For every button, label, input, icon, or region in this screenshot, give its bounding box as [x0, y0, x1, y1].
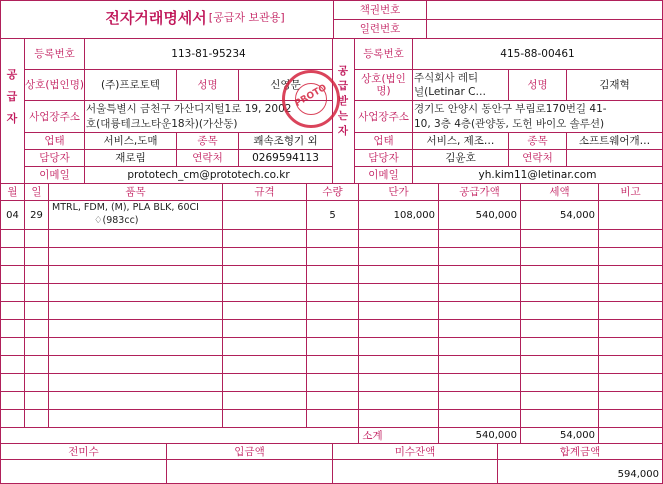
outstanding-label: 미수잔액	[394, 445, 436, 458]
supplier-representative: 신영문	[270, 78, 301, 91]
serial-no-label: 일련번호	[359, 23, 401, 35]
supplier-reg-no-label: 등록번호	[34, 48, 75, 60]
book-no-label: 책권번호	[359, 4, 401, 16]
receiver-name-label: 성명	[527, 79, 548, 91]
prev-balance-label: 전미수	[68, 445, 99, 458]
supplier-contact-label: 담당자	[39, 152, 70, 164]
title-subtitle: [공급자 보관용]	[208, 11, 285, 24]
supplier-business-type-label: 업태	[44, 135, 65, 147]
receiver-reg-no: 415-88-00461	[500, 47, 575, 60]
receiver-contact-person: 김윤호	[445, 151, 476, 164]
receiver-reg-no-label: 등록번호	[363, 48, 404, 60]
supplier-contact-person: 재로림	[115, 151, 146, 164]
supplier-address-line2: 호(대륭테크노타운18차)(가산동)	[86, 118, 238, 130]
total-label: 합계금액	[559, 445, 601, 458]
row-supply-amount: 540,000	[475, 209, 517, 221]
col-header-item: 품목	[125, 186, 146, 198]
row-qty: 5	[329, 209, 336, 221]
receiver-company	[414, 71, 508, 100]
receiver-business-item: 소프트웨어개…	[578, 134, 651, 147]
receiver-phone-label: 연락처	[522, 152, 553, 164]
subtotal-label: 소계	[362, 429, 383, 442]
receiver-email-label: 이메일	[368, 169, 399, 181]
received-value	[167, 460, 329, 482]
receiver-address-line1: 경기도 안양시 동안구 부림로170번길 41-	[414, 103, 607, 115]
receiver-company-line1: 주식회사 레티	[414, 72, 479, 84]
receiver-company-line2: 널(Letinar C…	[414, 86, 486, 98]
receiver-business-type: 서비스, 제조…	[426, 134, 495, 147]
row-item-line1: MTRL, FDM, (M), PLA BLK, 60CI	[52, 202, 199, 213]
col-header-supply-amount: 공급가액	[459, 186, 500, 198]
supplier-reg-no: 113-81-95234	[171, 47, 246, 60]
supplier-address-line1: 서울특별시 금천구 가산디지털1로 19, 2002	[86, 103, 292, 115]
supplier-business-type: 서비스,도매	[103, 134, 158, 147]
row-item-line2: ♢(983cc)	[94, 215, 139, 226]
receiver-business-type-label: 업태	[373, 135, 394, 147]
row-note	[599, 201, 662, 229]
receiver-representative: 김재혁	[599, 78, 630, 91]
subtotal-tax: 54,000	[560, 430, 595, 441]
receiver-company-label: 상호(법인명)	[361, 73, 406, 97]
supplier-business-item: 쾌속조형기 외	[253, 134, 318, 147]
row-day: 29	[30, 209, 43, 221]
receiver-contact-label: 담당자	[368, 152, 399, 164]
col-header-qty: 수량	[322, 186, 343, 198]
title-text: 전자거래명세서	[105, 8, 207, 27]
supplier-phone: 0269594113	[252, 151, 319, 164]
supplier-address-label: 사업장주소	[29, 110, 80, 123]
total-amount: 594,000	[617, 469, 659, 480]
supplier-email: prototech_cm@prototech.co.kr	[127, 168, 290, 181]
col-header-spec: 규격	[254, 186, 275, 198]
col-header-unit-price: 단가	[388, 186, 409, 198]
receiver-business-item-label: 종목	[527, 135, 548, 147]
row-month: 04	[6, 209, 19, 221]
received-label: 입금액	[234, 445, 265, 458]
col-header-day: 일	[31, 186, 42, 198]
prev-balance-value	[1, 460, 163, 482]
receiver-address	[414, 102, 662, 132]
supplier-email-label: 이메일	[39, 169, 70, 181]
row-tax: 54,000	[560, 209, 595, 221]
receiver-email: yh.kim11@letinar.com	[478, 168, 597, 181]
outstanding-value	[333, 460, 494, 482]
supplier-side-label: 공 급 자	[6, 68, 18, 125]
col-header-note: 비고	[620, 186, 641, 198]
supplier-company-label: 상호(법인명)	[25, 79, 84, 91]
col-header-tax: 세액	[549, 186, 570, 198]
receiver-address-label: 사업장주소	[358, 110, 409, 123]
subtotal-supply: 540,000	[475, 430, 517, 441]
company-seal-stamp: PROTO	[282, 70, 340, 128]
supplier-phone-label: 연락처	[192, 152, 223, 164]
receiver-phone	[567, 150, 662, 166]
supplier-business-item-label: 종목	[197, 135, 218, 147]
document-title	[60, 4, 330, 30]
col-header-month: 월	[7, 186, 18, 198]
receiver-side-label: 공 급 받 는 자	[337, 65, 349, 137]
row-unit-price: 108,000	[393, 209, 435, 221]
receiver-address-line2: 10, 3층 4층(관양동, 도헌 바이오 솔루션)	[414, 118, 605, 130]
supplier-name-label: 성명	[197, 79, 218, 91]
row-spec	[223, 201, 306, 229]
row-item	[52, 201, 222, 229]
supplier-company: (주)프로토텍	[101, 78, 160, 91]
